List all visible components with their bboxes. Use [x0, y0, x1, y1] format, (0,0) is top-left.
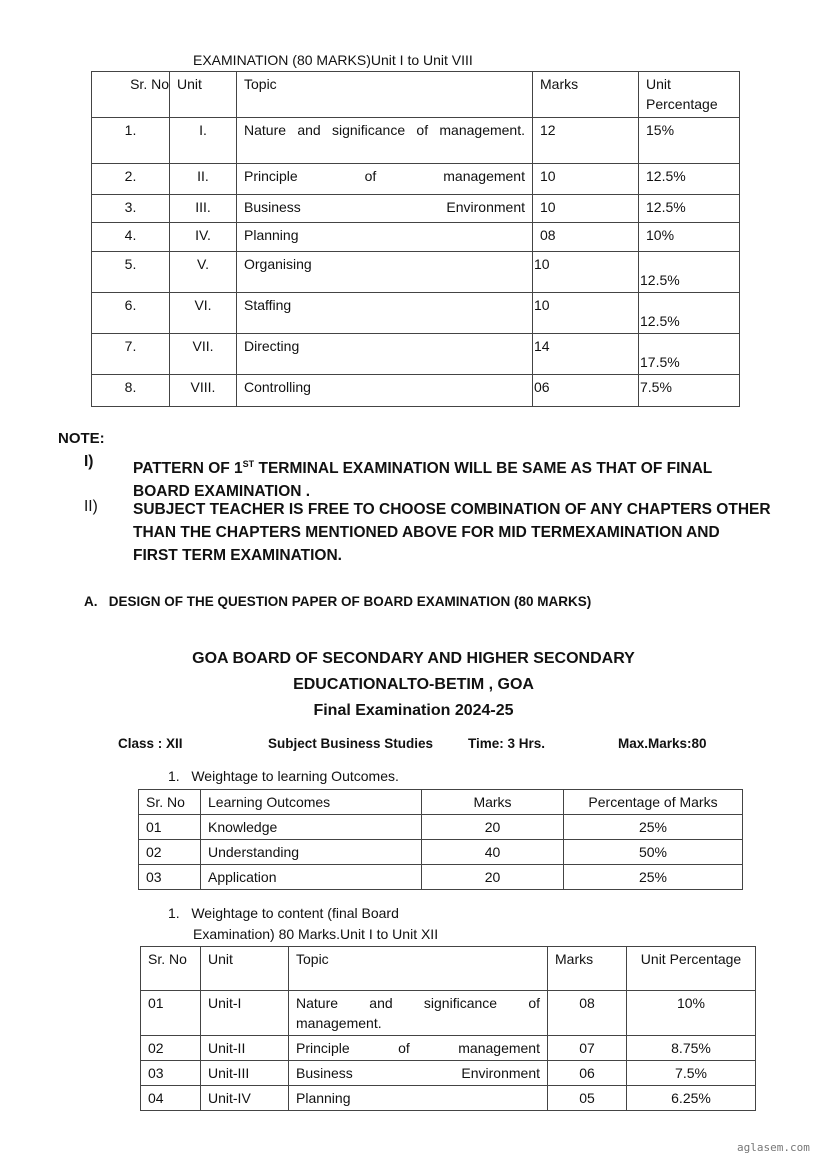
content-weightage-table [140, 946, 756, 1111]
table-header-row [141, 947, 756, 991]
table-row [92, 195, 740, 223]
table-cell: 8.75% [627, 1036, 756, 1061]
table-cell: Business Environment [237, 195, 533, 223]
table-cell: VI. [170, 293, 237, 334]
note-num-2: II) [84, 498, 98, 515]
watermark: aglasem.com [737, 1141, 810, 1154]
note-item-1 [133, 453, 712, 503]
table-cell: 12.5% [639, 293, 740, 334]
table-cell: 10% [639, 223, 740, 252]
table-cell: 1. [92, 118, 170, 164]
table-row [139, 815, 743, 840]
table-cell: 06 [533, 375, 639, 407]
table-header-row [92, 72, 740, 118]
unit-marks-table [91, 71, 740, 407]
table-cell: 12.5% [639, 195, 740, 223]
table-cell: Principle of management [237, 164, 533, 195]
column-header: Sr. No [141, 947, 201, 991]
column-header: Unit [170, 72, 237, 118]
table-cell: VII. [170, 334, 237, 375]
table-row [92, 164, 740, 195]
note-sup: ST [242, 459, 255, 469]
table-cell: 05 [548, 1086, 627, 1111]
table-row [92, 118, 740, 164]
table-cell: 10% [627, 991, 756, 1036]
table-row [141, 1036, 756, 1061]
table-row [139, 840, 743, 865]
table1-caption: EXAMINATION (80 MARKS)Unit I to Unit VIII [193, 52, 473, 68]
table-row [92, 252, 740, 293]
column-header: Unit [201, 947, 289, 991]
table-cell: 25% [564, 815, 743, 840]
table-cell: 08 [533, 223, 639, 252]
table-cell: Unit-IV [201, 1086, 289, 1111]
time-label: Time: 3 Hrs. [468, 736, 546, 751]
note-text: TERMINAL EXAMINATION WILL BE SAME AS THAT OF FINAL [254, 460, 713, 478]
table-cell: 12 [533, 118, 639, 164]
table3-caption-2: Examination) 80 Marks.Unit I to Unit XII [193, 926, 439, 942]
table-cell: 02 [141, 1036, 201, 1061]
table-row [92, 334, 740, 375]
table-cell: III. [170, 195, 237, 223]
table-cell: IV. [170, 223, 237, 252]
table-cell: 10 [533, 164, 639, 195]
table-cell: Organising [237, 252, 533, 293]
table-cell: Planning [237, 223, 533, 252]
column-header: Marks [422, 790, 564, 815]
table-cell: VIII. [170, 375, 237, 407]
table-cell: Business Environment [289, 1061, 548, 1086]
board-title-1: GOA BOARD OF SECONDARY AND HIGHER SECONDARY [192, 650, 635, 667]
table-cell: Unit-III [201, 1061, 289, 1086]
table2-caption: 1. Weightage to learning Outcomes. [168, 768, 399, 784]
table-cell: 01 [139, 815, 201, 840]
note-text: FIRST TERM EXAMINATION. [133, 547, 342, 564]
table-cell: Nature and significance of management. [237, 118, 533, 164]
table-row [141, 1061, 756, 1086]
table-cell: 10 [533, 195, 639, 223]
table-cell: 6.25% [627, 1086, 756, 1111]
section-a-heading: A. DESIGN OF THE QUESTION PAPER OF BOARD EXAMINATION (80 MARKS) [84, 594, 592, 609]
column-header: Sr. No [139, 790, 201, 815]
column-header: Percentage of Marks [564, 790, 743, 815]
table-cell: Unit-II [201, 1036, 289, 1061]
table-cell: 06 [548, 1061, 627, 1086]
table-cell: 04 [141, 1086, 201, 1111]
column-header: Unit Percentage [627, 947, 756, 991]
table-row [141, 1086, 756, 1111]
table-row [141, 991, 756, 1036]
table-row [92, 293, 740, 334]
table-cell: 15% [639, 118, 740, 164]
table-cell: 7.5% [639, 375, 740, 407]
table-cell: 25% [564, 865, 743, 890]
table-cell: V. [170, 252, 237, 293]
table-cell: 17.5% [639, 334, 740, 375]
subject-label: Subject Business Studies [268, 736, 434, 751]
table-cell: 5. [92, 252, 170, 293]
table-cell: 01 [141, 991, 201, 1036]
table-cell: 7. [92, 334, 170, 375]
table-row [92, 223, 740, 252]
table-cell: Application [201, 865, 422, 890]
table-cell: Principle of management [289, 1036, 548, 1061]
table-cell: 4. [92, 223, 170, 252]
table-cell: 8. [92, 375, 170, 407]
note-text: BOARD EXAMINATION . [133, 483, 311, 501]
table-cell: 03 [141, 1061, 201, 1086]
exam-title: Final Examination 2024-25 [313, 702, 514, 719]
table-row [139, 865, 743, 890]
learning-outcomes-table [138, 789, 743, 890]
table-cell: 20 [422, 815, 564, 840]
note-item-2 [133, 498, 771, 567]
column-header: Marks [533, 72, 639, 118]
table-cell: 20 [422, 865, 564, 890]
table-cell: 12.5% [639, 164, 740, 195]
table-cell: 14 [533, 334, 639, 375]
board-title-2: EDUCATIONALTO-BETIM , GOA [293, 676, 534, 693]
table-cell: II. [170, 164, 237, 195]
table-cell: 40 [422, 840, 564, 865]
table-cell: 07 [548, 1036, 627, 1061]
column-header: Unit Percentage [639, 72, 740, 118]
table-cell: Nature and significance of management. [289, 991, 548, 1036]
table-cell: Planning [289, 1086, 548, 1111]
table-cell: 08 [548, 991, 627, 1036]
table-row [92, 375, 740, 407]
table-cell: 2. [92, 164, 170, 195]
table-cell: 12.5% [639, 252, 740, 293]
max-marks-label: Max.Marks:80 [618, 736, 707, 751]
table3-caption-1: 1. Weightage to content (final Board [168, 905, 399, 921]
table-header-row [139, 790, 743, 815]
column-header: Topic [237, 72, 533, 118]
column-header: Sr. No [92, 72, 170, 118]
table-cell: Understanding [201, 840, 422, 865]
table-cell: Staffing [237, 293, 533, 334]
column-header: Marks [548, 947, 627, 991]
table-cell: Directing [237, 334, 533, 375]
table-cell: Unit-I [201, 991, 289, 1036]
table-cell: 02 [139, 840, 201, 865]
note-text: THAN THE CHAPTERS MENTIONED ABOVE FOR MID TERMEXAMINATION AND [133, 524, 720, 541]
note-text: SUBJECT TEACHER IS FREE TO CHOOSE COMBINATION OF ANY CHAPTERS OTHER [133, 501, 771, 518]
table-cell: Knowledge [201, 815, 422, 840]
table-cell: Controlling [237, 375, 533, 407]
column-header: Topic [289, 947, 548, 991]
table-cell: 50% [564, 840, 743, 865]
table-cell: 7.5% [627, 1061, 756, 1086]
table-cell: 3. [92, 195, 170, 223]
note-num-1: I) [84, 453, 94, 470]
class-label: Class : XII [118, 736, 183, 751]
table-cell: 03 [139, 865, 201, 890]
table-cell: 6. [92, 293, 170, 334]
column-header: Learning Outcomes [201, 790, 422, 815]
note-text: PATTERN OF 1 [133, 460, 243, 478]
note-heading: NOTE: [58, 430, 105, 447]
table-cell: I. [170, 118, 237, 164]
table-cell: 10 [533, 293, 639, 334]
table-cell: 10 [533, 252, 639, 293]
